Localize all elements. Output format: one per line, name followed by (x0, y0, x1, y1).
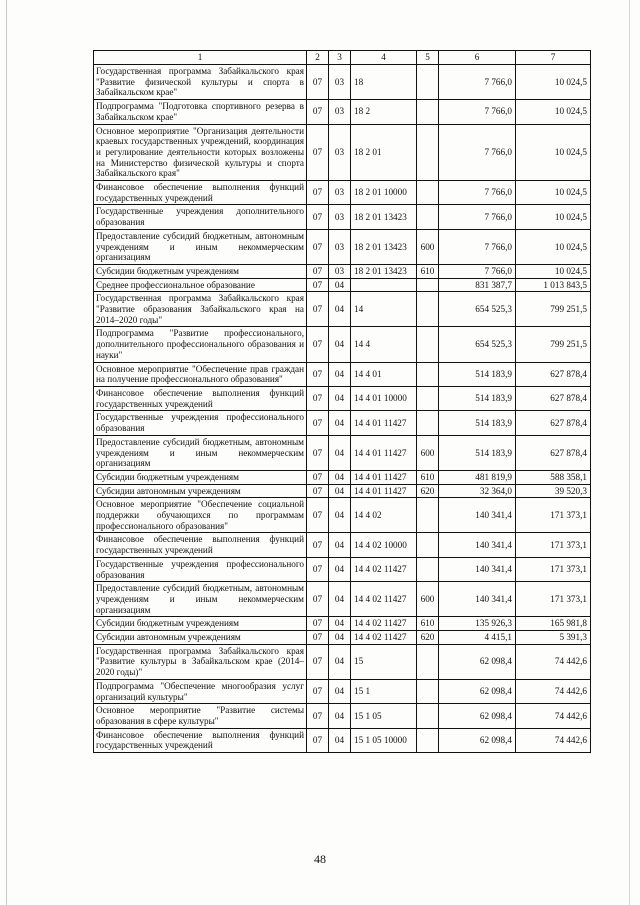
cell-section: 07 (307, 386, 329, 410)
cell-section: 07 (307, 728, 329, 752)
cell-subsection: 04 (329, 435, 351, 470)
cell-target-article (351, 278, 417, 292)
table-row (94, 181, 591, 205)
cell-amount-year-1: 7 766,0 (439, 124, 516, 181)
cell-subsection: 04 (329, 411, 351, 435)
cell-expense-type: 620 (417, 484, 439, 498)
cell-expense-type (417, 124, 439, 181)
cell-amount-year-2: 10 024,5 (516, 229, 591, 264)
cell-section: 07 (307, 181, 329, 205)
cell-amount-year-1: 514 183,9 (439, 386, 516, 410)
cell-amount-year-1: 654 525,3 (439, 327, 516, 362)
cell-expense-type (417, 292, 439, 327)
cell-name: Субсидии автономным учреждениям (94, 631, 307, 645)
cell-section: 07 (307, 704, 329, 728)
header-col-5: 5 (417, 51, 439, 65)
cell-amount-year-1: 4 415,1 (439, 631, 516, 645)
cell-amount-year-1: 514 183,9 (439, 435, 516, 470)
cell-section: 07 (307, 582, 329, 617)
table-row (94, 229, 591, 264)
cell-amount-year-2: 10 024,5 (516, 181, 591, 205)
cell-subsection: 04 (329, 362, 351, 386)
cell-amount-year-1: 7 766,0 (439, 100, 516, 124)
header-col-6: 6 (439, 51, 516, 65)
cell-amount-year-1: 7 766,0 (439, 65, 516, 100)
table-row (94, 327, 591, 362)
cell-amount-year-2: 74 442,6 (516, 704, 591, 728)
table-row (94, 644, 591, 679)
cell-subsection: 04 (329, 617, 351, 631)
cell-amount-year-2: 10 024,5 (516, 264, 591, 278)
cell-amount-year-1: 62 098,4 (439, 704, 516, 728)
table-row (94, 65, 591, 100)
cell-name: Субсидии бюджетным учреждениям (94, 470, 307, 484)
table-header-row (94, 51, 591, 65)
header-col-1: 1 (94, 51, 307, 65)
cell-amount-year-2: 627 878,4 (516, 411, 591, 435)
cell-amount-year-1: 62 098,4 (439, 728, 516, 752)
cell-expense-type: 600 (417, 229, 439, 264)
cell-target-article: 14 4 02 10000 (351, 533, 417, 557)
header-col-7: 7 (516, 51, 591, 65)
table-row (94, 264, 591, 278)
cell-expense-type (417, 362, 439, 386)
cell-name: Предоставление субсидий бюджетным, автономным учреждениям и иным некоммерческим организациям (94, 582, 307, 617)
cell-target-article: 14 4 02 11427 (351, 557, 417, 581)
cell-name: Государственная программа Забайкальского края "Развитие физической культуры и спорта в Забайкальском крае" (94, 65, 307, 100)
cell-section: 07 (307, 411, 329, 435)
cell-amount-year-2: 627 878,4 (516, 386, 591, 410)
cell-name: Подпрограмма "Обеспечение многообразия услуг организаций культуры" (94, 679, 307, 703)
cell-amount-year-2: 799 251,5 (516, 327, 591, 362)
cell-amount-year-1: 7 766,0 (439, 205, 516, 229)
cell-target-article: 18 (351, 65, 417, 100)
cell-amount-year-2: 171 373,1 (516, 582, 591, 617)
cell-amount-year-2: 1 013 843,5 (516, 278, 591, 292)
table-row (94, 582, 591, 617)
cell-target-article: 15 1 (351, 679, 417, 703)
cell-name: Предоставление субсидий бюджетным, автономным учреждениям и иным некоммерческим организациям (94, 435, 307, 470)
cell-target-article: 14 4 01 11427 (351, 470, 417, 484)
header-col-4: 4 (351, 51, 417, 65)
table-row (94, 470, 591, 484)
cell-expense-type: 600 (417, 582, 439, 617)
cell-name: Субсидии бюджетным учреждениям (94, 617, 307, 631)
table-row (94, 362, 591, 386)
cell-amount-year-2: 10 024,5 (516, 65, 591, 100)
cell-amount-year-1: 7 766,0 (439, 264, 516, 278)
cell-expense-type (417, 386, 439, 410)
cell-expense-type (417, 644, 439, 679)
cell-amount-year-2: 171 373,1 (516, 533, 591, 557)
cell-target-article: 18 2 01 13423 (351, 264, 417, 278)
cell-section: 07 (307, 362, 329, 386)
cell-subsection: 04 (329, 533, 351, 557)
cell-name: Подпрограмма "Подготовка спортивного резерва в Забайкальском крае" (94, 100, 307, 124)
cell-amount-year-1: 62 098,4 (439, 679, 516, 703)
cell-target-article: 14 4 01 11427 (351, 411, 417, 435)
table-row (94, 205, 591, 229)
cell-amount-year-2: 10 024,5 (516, 100, 591, 124)
cell-amount-year-1: 7 766,0 (439, 181, 516, 205)
cell-amount-year-2: 74 442,6 (516, 644, 591, 679)
cell-target-article: 14 4 01 (351, 362, 417, 386)
cell-name: Финансовое обеспечение выполнения функций государственных учреждений (94, 728, 307, 752)
cell-target-article: 15 1 05 (351, 704, 417, 728)
cell-amount-year-2: 627 878,4 (516, 435, 591, 470)
cell-expense-type: 610 (417, 617, 439, 631)
cell-subsection: 04 (329, 704, 351, 728)
cell-name: Государственные учреждения профессионального образования (94, 557, 307, 581)
cell-subsection: 03 (329, 100, 351, 124)
cell-section: 07 (307, 292, 329, 327)
cell-name: Государственные учреждения дополнительного образования (94, 205, 307, 229)
table-row (94, 704, 591, 728)
cell-section: 07 (307, 100, 329, 124)
cell-subsection: 03 (329, 65, 351, 100)
cell-section: 07 (307, 617, 329, 631)
cell-subsection: 04 (329, 278, 351, 292)
cell-expense-type: 610 (417, 470, 439, 484)
cell-expense-type: 610 (417, 264, 439, 278)
cell-amount-year-1: 514 183,9 (439, 362, 516, 386)
cell-subsection: 03 (329, 205, 351, 229)
table-row (94, 386, 591, 410)
cell-section: 07 (307, 533, 329, 557)
cell-expense-type (417, 557, 439, 581)
cell-target-article: 14 4 (351, 327, 417, 362)
cell-subsection: 04 (329, 484, 351, 498)
cell-target-article: 18 2 01 (351, 124, 417, 181)
table-row (94, 728, 591, 752)
cell-expense-type (417, 205, 439, 229)
cell-name: Субсидии бюджетным учреждениям (94, 264, 307, 278)
cell-expense-type: 620 (417, 631, 439, 645)
cell-target-article: 14 4 02 11427 (351, 582, 417, 617)
table-row (94, 435, 591, 470)
cell-subsection: 04 (329, 470, 351, 484)
cell-section: 07 (307, 124, 329, 181)
cell-name: Среднее профессиональное образование (94, 278, 307, 292)
cell-target-article: 14 4 01 11427 (351, 484, 417, 498)
cell-amount-year-2: 74 442,6 (516, 679, 591, 703)
cell-section: 07 (307, 644, 329, 679)
table-row (94, 617, 591, 631)
cell-amount-year-2: 165 981,8 (516, 617, 591, 631)
cell-section: 07 (307, 278, 329, 292)
cell-amount-year-1: 140 341,4 (439, 498, 516, 533)
cell-name: Подпрограмма "Развитие профессионального, дополнительного профессионального образования и науки" (94, 327, 307, 362)
cell-section: 07 (307, 498, 329, 533)
cell-target-article: 14 4 02 (351, 498, 417, 533)
cell-amount-year-1: 135 926,3 (439, 617, 516, 631)
table-body (94, 65, 591, 753)
cell-name: Предоставление субсидий бюджетным, автономным учреждениям и иным некоммерческим организациям (94, 229, 307, 264)
table-row (94, 533, 591, 557)
cell-name: Финансовое обеспечение выполнения функций государственных учреждений (94, 181, 307, 205)
cell-section: 07 (307, 679, 329, 703)
cell-name: Основное мероприятие "Организация деятельности краевых государственных учреждений, координация и регулирование деятельности которых возложены на Министерство физической культуры и спорта Забайкальского края" (94, 124, 307, 181)
cell-amount-year-2: 799 251,5 (516, 292, 591, 327)
cell-expense-type (417, 679, 439, 703)
cell-expense-type: 600 (417, 435, 439, 470)
cell-target-article: 14 4 02 11427 (351, 617, 417, 631)
cell-subsection: 04 (329, 327, 351, 362)
cell-expense-type (417, 728, 439, 752)
cell-amount-year-2: 588 358,1 (516, 470, 591, 484)
cell-amount-year-1: 140 341,4 (439, 582, 516, 617)
cell-subsection: 04 (329, 644, 351, 679)
cell-target-article: 18 2 01 13423 (351, 229, 417, 264)
table-row (94, 278, 591, 292)
page-edge-left (6, 0, 7, 905)
budget-table (93, 50, 591, 753)
cell-amount-year-1: 831 387,7 (439, 278, 516, 292)
cell-expense-type (417, 533, 439, 557)
cell-section: 07 (307, 264, 329, 278)
cell-amount-year-1: 654 525,3 (439, 292, 516, 327)
cell-expense-type (417, 498, 439, 533)
cell-amount-year-2: 5 391,3 (516, 631, 591, 645)
cell-expense-type (417, 100, 439, 124)
cell-target-article: 15 1 05 10000 (351, 728, 417, 752)
cell-name: Финансовое обеспечение выполнения функций государственных учреждений (94, 533, 307, 557)
cell-target-article: 14 4 02 11427 (351, 631, 417, 645)
cell-amount-year-1: 7 766,0 (439, 229, 516, 264)
cell-subsection: 03 (329, 181, 351, 205)
cell-target-article: 15 (351, 644, 417, 679)
cell-amount-year-1: 140 341,4 (439, 533, 516, 557)
cell-expense-type (417, 278, 439, 292)
cell-expense-type (417, 181, 439, 205)
table-row (94, 498, 591, 533)
cell-expense-type (417, 704, 439, 728)
cell-section: 07 (307, 435, 329, 470)
cell-section: 07 (307, 631, 329, 645)
cell-amount-year-2: 74 442,6 (516, 728, 591, 752)
cell-target-article: 14 4 01 10000 (351, 386, 417, 410)
cell-amount-year-2: 39 520,3 (516, 484, 591, 498)
cell-amount-year-1: 140 341,4 (439, 557, 516, 581)
cell-name: Государственная программа Забайкальского края "Развитие культуры в Забайкальском крае (2014–2020 годы)" (94, 644, 307, 679)
cell-expense-type (417, 411, 439, 435)
cell-amount-year-2: 10 024,5 (516, 205, 591, 229)
page-number: 48 (314, 852, 326, 866)
cell-target-article: 14 (351, 292, 417, 327)
page-edge-right (629, 0, 630, 905)
cell-name: Субсидии автономным учреждениям (94, 484, 307, 498)
table-row (94, 100, 591, 124)
table-row (94, 557, 591, 581)
table-row (94, 679, 591, 703)
cell-subsection: 04 (329, 679, 351, 703)
cell-subsection: 03 (329, 229, 351, 264)
cell-section: 07 (307, 484, 329, 498)
table-row (94, 292, 591, 327)
cell-amount-year-2: 10 024,5 (516, 124, 591, 181)
cell-section: 07 (307, 327, 329, 362)
cell-target-article: 18 2 01 13423 (351, 205, 417, 229)
cell-amount-year-1: 32 364,0 (439, 484, 516, 498)
cell-amount-year-1: 481 819,9 (439, 470, 516, 484)
cell-subsection: 04 (329, 498, 351, 533)
cell-name: Государственная программа Забайкальского края "Развитие образования Забайкальского края на 2014–2020 годы" (94, 292, 307, 327)
cell-subsection: 04 (329, 582, 351, 617)
cell-section: 07 (307, 557, 329, 581)
cell-subsection: 03 (329, 124, 351, 181)
cell-subsection: 04 (329, 386, 351, 410)
cell-section: 07 (307, 229, 329, 264)
cell-subsection: 04 (329, 557, 351, 581)
cell-target-article: 18 2 (351, 100, 417, 124)
header-col-3: 3 (329, 51, 351, 65)
cell-amount-year-2: 171 373,1 (516, 498, 591, 533)
table-row (94, 631, 591, 645)
cell-expense-type (417, 65, 439, 100)
cell-subsection: 04 (329, 631, 351, 645)
cell-name: Основное мероприятие "Развитие системы образования в сфере культуры" (94, 704, 307, 728)
cell-subsection: 04 (329, 728, 351, 752)
cell-subsection: 04 (329, 292, 351, 327)
cell-section: 07 (307, 65, 329, 100)
cell-subsection: 03 (329, 264, 351, 278)
cell-section: 07 (307, 205, 329, 229)
table-row (94, 411, 591, 435)
cell-name: Государственные учреждения профессионального образования (94, 411, 307, 435)
cell-target-article: 14 4 01 11427 (351, 435, 417, 470)
cell-expense-type (417, 327, 439, 362)
cell-name: Основное мероприятие "Обеспечение социальной поддержки обучающихся по программам профессионального образования" (94, 498, 307, 533)
cell-amount-year-2: 171 373,1 (516, 557, 591, 581)
table-row (94, 124, 591, 181)
cell-section: 07 (307, 470, 329, 484)
cell-amount-year-1: 62 098,4 (439, 644, 516, 679)
cell-name: Финансовое обеспечение выполнения функций государственных учреждений (94, 386, 307, 410)
header-col-2: 2 (307, 51, 329, 65)
cell-amount-year-2: 627 878,4 (516, 362, 591, 386)
cell-name: Основное мероприятие "Обеспечение прав граждан на получение профессионального образования" (94, 362, 307, 386)
table-row (94, 484, 591, 498)
cell-amount-year-1: 514 183,9 (439, 411, 516, 435)
cell-target-article: 18 2 01 10000 (351, 181, 417, 205)
